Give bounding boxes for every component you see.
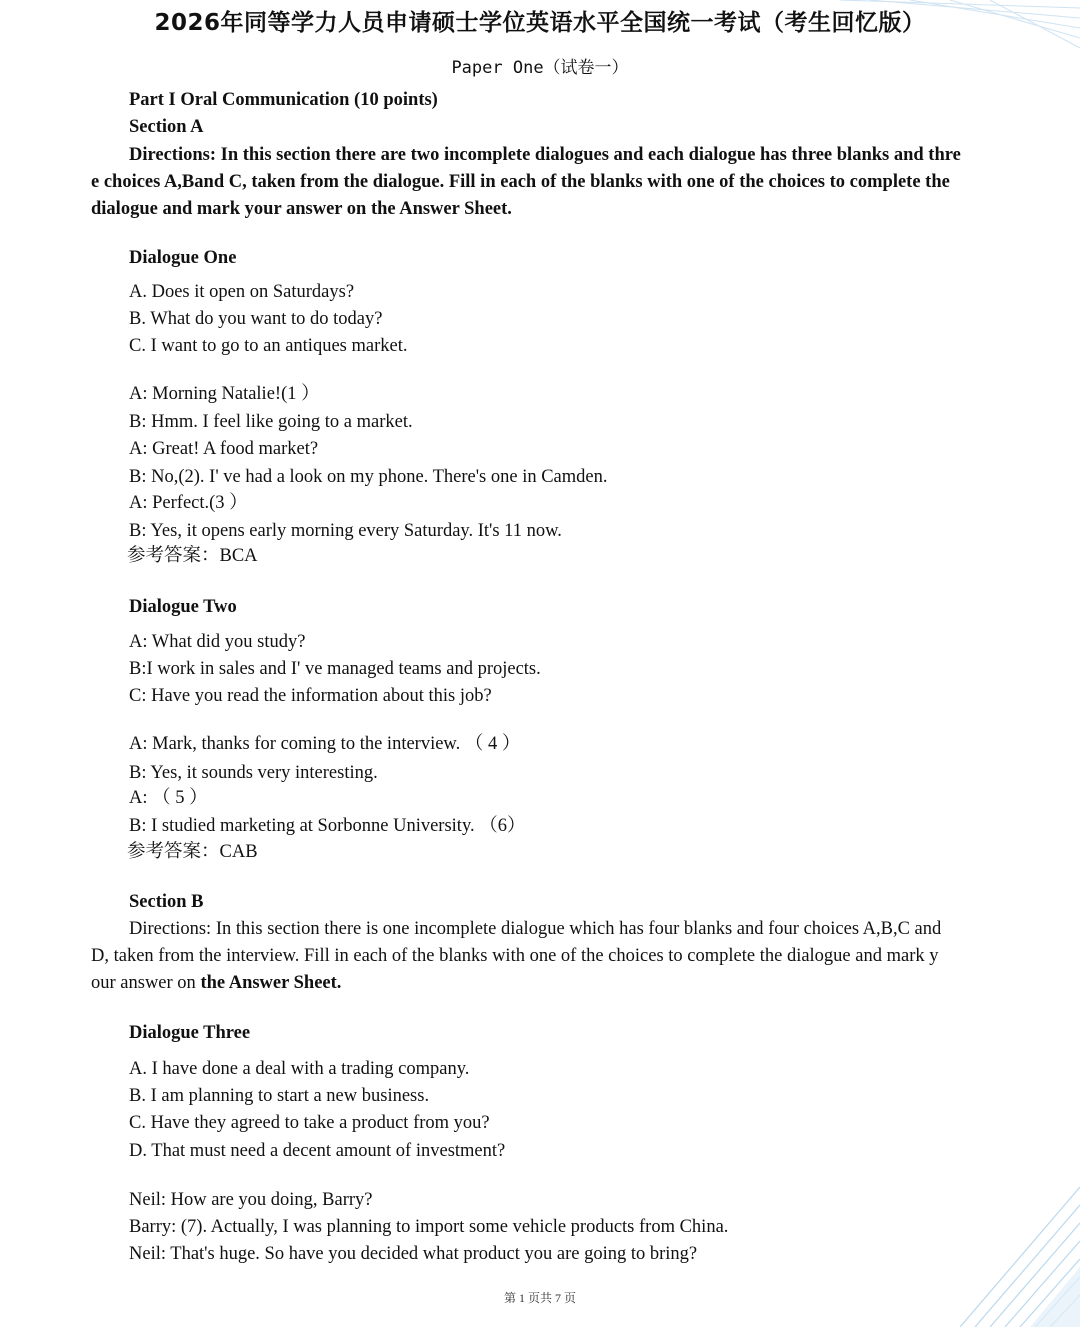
dialogue-line: A: Great! A food market? [129,439,319,459]
part-heading: Part I Oral Communication (10 points) [129,90,438,110]
reference-answer: 参考答案：BCA [127,546,258,566]
dialogue-line: Neil: How are you doing, Barry? [129,1190,373,1210]
choice-item: C: Have you read the information about this job? [129,686,492,706]
dialogue-three-heading: Dialogue Three [129,1023,251,1043]
answer-sheet-emphasis: the Answer Sheet. [200,973,342,993]
choice-item: A: What did you study? [129,632,306,652]
choice-item: D. That must need a decent amount of investment? [129,1141,506,1161]
paper-subtitle: Paper One（试卷一） [451,58,629,78]
dialogue-one-heading: Dialogue One [129,248,237,268]
section-b-heading: Section B [129,892,204,912]
dialogue-line: A: Mark, thanks for coming to the interview. （ 4 ） [129,734,521,754]
section-a-heading: Section A [129,117,204,137]
directions-line [91,972,341,994]
dialogue-two-heading: Dialogue Two [129,597,237,617]
directions-line: dialogue and mark your answer on the Answer Sheet. [91,199,512,219]
dialogue-line: B: Hmm. I feel like going to a market. [129,412,413,432]
choice-item: A. Does it open on Saturdays? [129,282,355,302]
directions-line: D, taken from the interview. Fill in each of the blanks with one of the choices to complete the dialogue and mark y [91,946,939,966]
choice-item: B:I work in sales and I' ve managed teams and projects. [129,659,541,679]
dialogue-line: B: Yes, it opens early morning every Saturday. It's 11 now. [129,521,562,541]
page-footer: 第 1 页共 7 页 [503,1291,576,1305]
directions-line: Directions: In this section there are two incomplete dialogues and each dialogue has three blanks and thre [129,145,961,165]
choice-item: C. I want to go to an antiques market. [129,336,408,356]
dialogue-line: A: Perfect.(3 ） [129,493,248,513]
directions-line: Directions: In this section there is one incomplete dialogue which has four blanks and four choices A,B,C and [129,919,942,939]
dialogue-line: B: Yes, it sounds very interesting. [129,763,378,783]
directions-text: our answer on [91,973,201,993]
dialogue-line: Neil: That's huge. So have you decided what product you are going to bring? [129,1244,698,1264]
choice-item: A. I have done a deal with a trading company. [129,1059,470,1079]
dialogue-line: A: Morning Natalie!(1 ） [129,384,320,404]
dialogue-line: Barry: (7). Actually, I was planning to import some vehicle products from China. [129,1217,729,1237]
reference-answer: 参考答案：CAB [127,842,258,862]
directions-line: e choices A,Band C, taken from the dialogue. Fill in each of the blanks with one of the choices to complete the [91,172,950,192]
choice-item: B. I am planning to start a new business. [129,1086,430,1106]
document-title: 2026年同等学力人员申请硕士学位英语水平全国统一考试（考生回忆版） [154,10,926,36]
choice-item: C. Have they agreed to take a product from you? [129,1113,490,1133]
dialogue-line: A: （ 5 ） [129,788,208,808]
choice-item: B. What do you want to do today? [129,309,383,329]
dialogue-line: B: No,(2). I' ve had a look on my phone. There's one in Camden. [129,467,608,487]
dialogue-line: B: I studied marketing at Sorbonne University. （6） [129,816,526,836]
